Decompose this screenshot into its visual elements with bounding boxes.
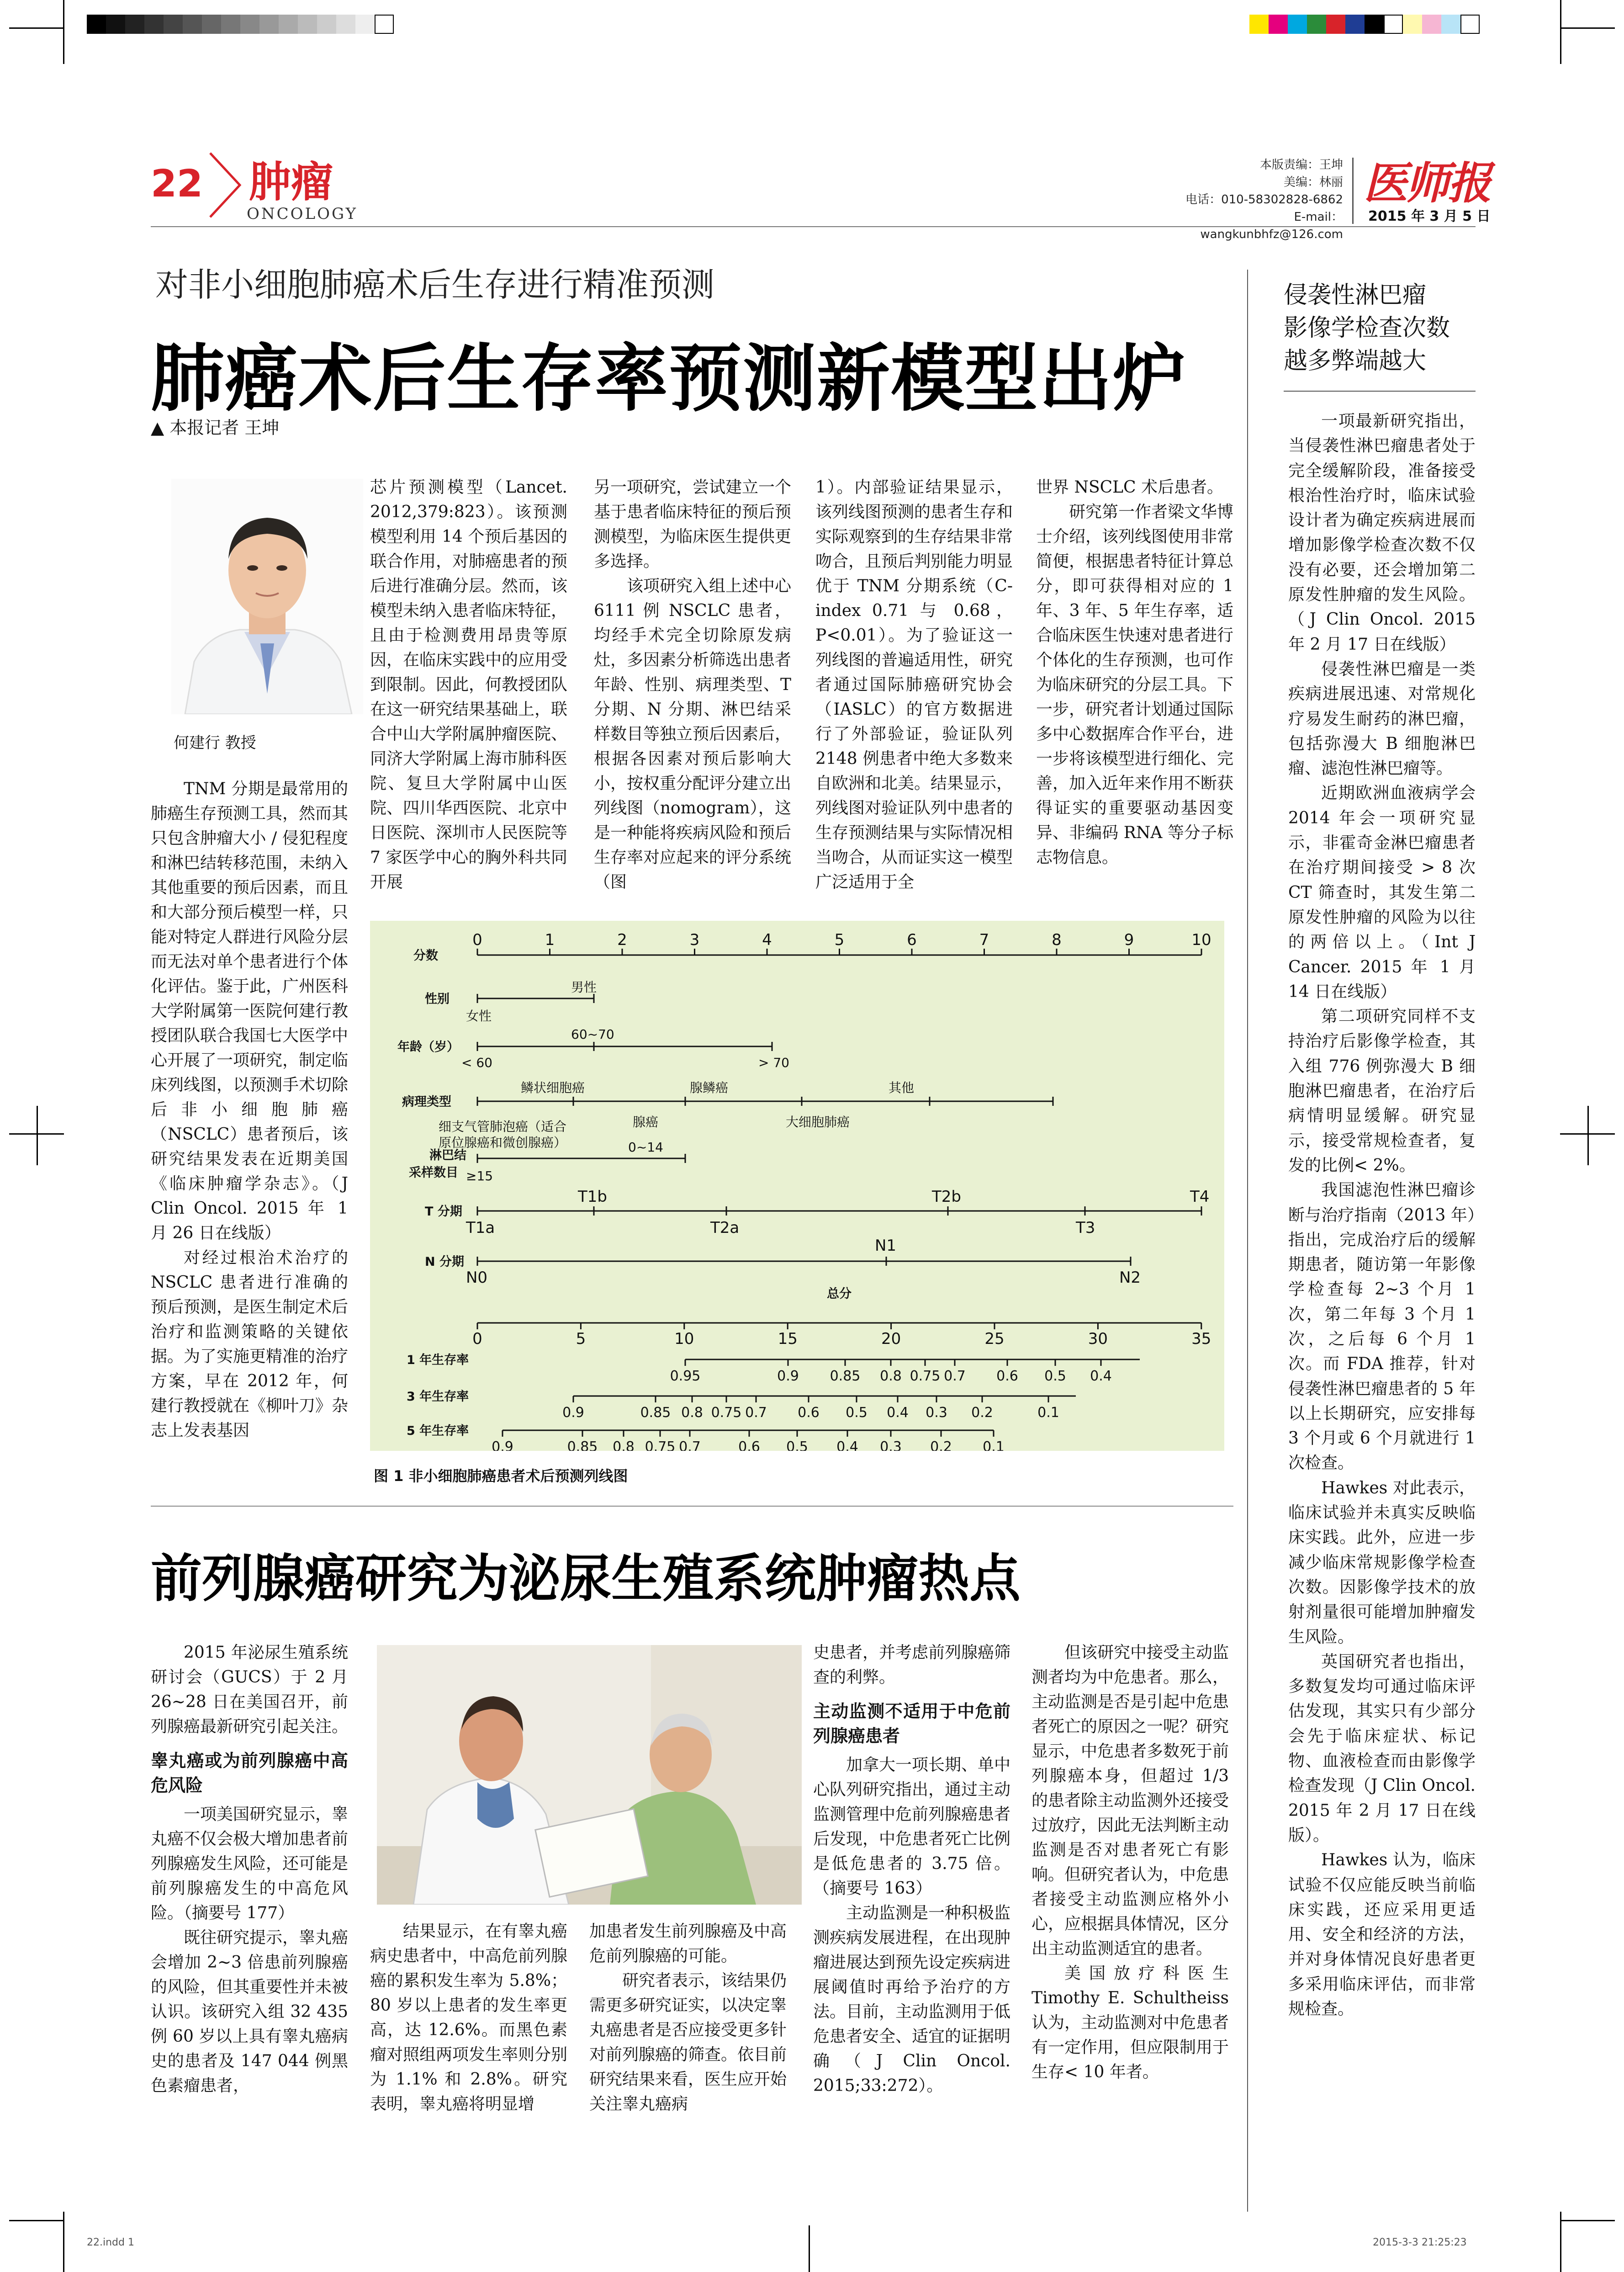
- label-n2: N2: [1119, 1269, 1141, 1287]
- total-axis-tick-label: 35: [1191, 1330, 1211, 1348]
- article1-column-1: [151, 777, 348, 1443]
- total-axis-tick-label: 15: [778, 1330, 798, 1348]
- label-age-mid: 60~70: [571, 1027, 614, 1042]
- surv3-axis-tick-label: 0.85: [640, 1405, 671, 1421]
- points-axis-tick-label: 10: [1191, 931, 1211, 949]
- crop-mark: [9, 2220, 64, 2221]
- paragraph: 但该研究中接受主动监测者均为中危患者。那么，主动监测是否是引起中危患者死亡的原因之一呢？研究显示，中危患者多数死于前列腺癌本身，但超过 1/3 的患者除主动监测外还接受过放疗，因此无法判断主动监测是否对患者死亡有影响。但研究者认为，中危患者接受主动监测应格外小心，应根据具体情况，区分出主动监测适宜的患者。: [1032, 1643, 1229, 1958]
- crop-mark: [37, 1106, 38, 1165]
- surv3-axis-tick-label: 0.7: [745, 1405, 767, 1421]
- article2-column-4: [813, 1640, 1010, 2098]
- nomogram-figure: [370, 921, 1224, 1451]
- axis-label-age: 年龄（岁）: [397, 1040, 459, 1054]
- article-title: 肺癌术后生存率预测新模型出炉: [151, 336, 1187, 421]
- sidebar-divider: [1247, 270, 1248, 2212]
- article1-column-2: [370, 475, 567, 895]
- points-axis-tick-label: 0: [472, 931, 482, 949]
- paragraph: 既往研究提示，睾丸癌会增加 2~3 倍患前列腺癌的风险，但其重要性并未被认识。该研究入组 32 435 例 60 岁以上具有睾丸癌病史的患者及 147 044 例黑色素瘤患者，: [151, 1928, 349, 2095]
- axis-label-pathology: 病理类型: [402, 1095, 451, 1109]
- paragraph: TNM 分期是最常用的肺癌生存预测工具，然而其只包含肿瘤大小 / 侵犯程度和淋巴结转移范围，未纳入其他重要的预后因素，而且和大部分预后模型一样，只能对特定人群进行风险分层而无法对单个患者进行个体化评估。鉴于此，广州医科大学附属第一医院何建行教授团队联合我国七大医学中心开展了一项研究，制定临床列线图，以预测手术切除后非小细胞肺癌（NSCLC）患者预后，该研究结果发表在近期美国《临床肿瘤学杂志》。（J Clin Oncol. 2015 年 1 月 26 日在线版）: [151, 780, 349, 1242]
- surv5-axis-tick-label: 0.6: [738, 1439, 760, 1451]
- footer-file: 22.indd 1: [87, 2237, 134, 2248]
- label-t1a: T1a: [466, 1219, 495, 1237]
- paragraph: 研究者表示，该结果仍需更多研究证实，以决定睾丸癌患者是否应接受更多针对前列腺癌的筛查。依目前研究结果来看，医生应开始关注睾丸癌病: [589, 1971, 787, 2113]
- axis-label-ln-2: 采样数目: [409, 1166, 458, 1180]
- axis-label-surv5: 5 年生存率: [407, 1424, 469, 1438]
- paragraph: 加患者发生前列腺癌及中高危前列腺癌的可能。: [589, 1922, 787, 1965]
- doctor-patient-photo: [377, 1645, 802, 1905]
- page-number: 22: [151, 162, 203, 206]
- paragraph: 一项美国研究显示，睾丸癌不仅会极大增加患者前列腺癌发生风险，还可能是前列腺癌发生的中高危风险。（摘要号 177）: [151, 1805, 349, 1922]
- label-n0: N0: [466, 1269, 488, 1287]
- crop-mark: [1560, 27, 1615, 29]
- label-adeno: 腺癌: [633, 1115, 659, 1130]
- label-squamous: 鳞状细胞癌: [521, 1080, 585, 1095]
- surv1-axis-tick-label: 0.7: [944, 1368, 966, 1384]
- surv3-axis-tick-label: 0.8: [681, 1405, 703, 1421]
- surv5-axis-tick-label: 0.4: [836, 1439, 858, 1451]
- footer-timestamp: 2015-3-3 21:25:23: [1373, 2237, 1467, 2248]
- sidebar-title-line: 影像学检查次数: [1284, 314, 1450, 342]
- surv3-axis-tick-label: 0.6: [798, 1405, 820, 1421]
- figure-caption: 图 1 非小细胞肺癌患者术后预测列线图: [374, 1467, 628, 1485]
- sidebar-title: [1284, 279, 1450, 377]
- surv5-axis-tick-label: 0.8: [613, 1439, 635, 1451]
- paragraph: Hawkes 对此表示，临床试验并未真实反映临床实践。此外，应进一步减少临床常规影像学检查次数。因影像学技术的放射剂量很可能增加肿瘤发生风险。: [1288, 1478, 1476, 1646]
- label-large-cell: 大细胞肺癌: [786, 1115, 850, 1130]
- photo-caption: 何建行 教授: [174, 734, 256, 752]
- label-bac-1: 细支气管肺泡癌（适合: [439, 1119, 567, 1134]
- surv1-axis-tick-label: 0.8: [880, 1368, 902, 1384]
- surv3-axis-tick-label: 0.2: [971, 1405, 993, 1421]
- article2-column-2: [370, 1919, 567, 2117]
- sidebar-title-line: 越多弊端越大: [1284, 347, 1427, 375]
- email-address: E-mail：wangkunbhfz@126.com: [1200, 210, 1343, 241]
- axis-label-ln-1: 淋巴结: [429, 1148, 466, 1163]
- points-axis-tick-label: 6: [907, 931, 917, 949]
- surv1-axis-tick-label: 0.9: [777, 1368, 799, 1384]
- surv1-axis-tick-label: 0.4: [1090, 1368, 1112, 1384]
- section-subtitle: ONCOLOGY: [247, 205, 358, 223]
- points-axis-tick-label: 8: [1052, 931, 1062, 949]
- paragraph: 近期欧洲血液病学会 2014 年会一项研究显示，非霍奇金淋巴瘤患者在治疗期间接受 > 8 次 CT 筛查时，其发生第二原发性肿瘤的风险为以往的两倍以上。（Int J Cancer. 2015 年 1 月 14 日在线版）: [1288, 784, 1476, 1001]
- paragraph: 芯片预测模型（Lancet. 2012,379:823）。该预测模型利用 14 个预后基因的联合作用，对肺癌患者的预后进行准确分层。然而，该模型未纳入患者临床特征，且由于检测费用昂贵等原因，在临床实践中的应用受到限制。因此，何教授团队在这一研究结果基础上，联合中山大学附属肿瘤医院、同济大学附属上海市肺科医院、复旦大学附属中山医院、四川华西医院、北京中日医院、深圳市人民医院等 7 家医学中心的胸外科共同开展: [370, 478, 568, 892]
- surv3-axis-tick-label: 0.75: [711, 1405, 742, 1421]
- crop-mark: [1587, 1106, 1589, 1165]
- surv1-axis-tick-label: 0.85: [830, 1368, 861, 1384]
- paragraph: 史患者，并考虑前列腺癌筛查的利弊。: [813, 1643, 1011, 1687]
- points-axis-tick-label: 3: [689, 931, 700, 949]
- paragraph: 第二项研究同样不支持治疗后影像学检查，其入组 776 例弥漫大 B 细胞淋巴瘤患者，在治疗后病情明显缓解。研究显示，接受常规检查者，复发的比例< 2%。: [1288, 1007, 1476, 1175]
- total-axis-tick-label: 0: [472, 1330, 482, 1348]
- masthead-logo: 医师报: [1364, 157, 1490, 209]
- label-t2b: T2b: [932, 1188, 961, 1206]
- points-axis-tick-label: 5: [834, 931, 845, 949]
- paragraph: 世界 NSCLC 术后患者。: [1036, 478, 1224, 497]
- article2-column-3: [589, 1919, 787, 2117]
- surv5-axis-tick-label: 0.9: [492, 1439, 513, 1451]
- surv1-axis-tick-label: 0.5: [1044, 1368, 1066, 1384]
- sidebar-title-rule: [1284, 391, 1476, 392]
- surv1-axis-tick-label: 0.75: [910, 1368, 941, 1384]
- axis-label-surv1: 1 年生存率: [407, 1353, 469, 1367]
- total-axis-tick-label: 30: [1088, 1330, 1108, 1348]
- paragraph: 英国研究者也指出，多数复发均可通过临床评估发现，其实只有少部分会先于临床症状、标记物、血液检查而由影像学检查发现（J Clin Oncol. 2015 年 2 月 17 日在线版）。: [1288, 1652, 1476, 1845]
- label-t2a: T2a: [710, 1219, 740, 1237]
- subheading: 主动监测不适用于中危前列腺癌患者: [813, 1701, 1010, 1746]
- label-age-high: > 70: [758, 1055, 789, 1070]
- label-ln-high: ≥15: [466, 1168, 493, 1184]
- chevron-icon: [208, 151, 244, 219]
- paragraph: 侵袭性淋巴瘤是一类疾病进展迅速、对常规化疗易发生耐药的淋巴瘤，包括弥漫大 B 细胞淋巴瘤、滤泡性淋巴瘤等。: [1288, 659, 1476, 778]
- paragraph: 另一项研究，尝试建立一个基于患者临床特征的预后预测模型，为临床医生提供更多选择。: [594, 478, 792, 571]
- surv1-axis-tick-label: 0.6: [996, 1368, 1018, 1384]
- axis-label-points: 分数: [413, 949, 438, 963]
- axis-label-t: T 分期: [425, 1205, 462, 1219]
- label-n1: N1: [875, 1237, 897, 1255]
- surv3-axis-tick-label: 0.4: [887, 1405, 909, 1421]
- points-axis-tick-label: 2: [617, 931, 627, 949]
- label-female: 女性: [466, 1009, 492, 1024]
- axis-label-total: 总分: [827, 1287, 852, 1301]
- section-title: 肿瘤: [249, 158, 333, 207]
- surv5-axis-tick-label: 0.5: [786, 1439, 808, 1451]
- axis-label-surv3: 3 年生存率: [407, 1390, 469, 1404]
- crop-mark: [809, 2225, 810, 2272]
- sidebar-title-line: 侵袭性淋巴瘤: [1284, 281, 1427, 309]
- paragraph: 加拿大一项长期、单中心队列研究指出，通过主动监测管理中危前列腺癌患者后发现，中危患者死亡比例是低危患者的 3.75 倍。（摘要号 163）: [813, 1756, 1011, 1898]
- label-ln-low: 0~14: [628, 1140, 663, 1155]
- paragraph: Hawkes 认为，临床试验不仅应能反映当前临床实践，还应采用更适用、安全和经济的方法，并对身体情况良好患者更多采用临床评估，而非常规检查。: [1288, 1851, 1476, 2018]
- subheading: 睾丸癌或为前列腺癌中高危风险: [151, 1751, 348, 1795]
- registration-bar-right: [1249, 15, 1480, 34]
- article2-column-5: [1032, 1640, 1229, 2085]
- portrait-photo: [171, 479, 363, 714]
- paragraph: 2015 年泌尿生殖系统研讨会（GUCS）于 2 月 26~28 日在美国召开，前列腺癌最新研究引起关注。: [151, 1643, 349, 1736]
- editor-info: [1169, 156, 1343, 243]
- article-kicker: 对非小细胞肺癌术后生存进行精准预测: [155, 265, 715, 304]
- label-t4: T4: [1190, 1188, 1210, 1206]
- surv3-axis-tick-label: 0.5: [846, 1405, 868, 1421]
- points-axis-tick-label: 9: [1124, 931, 1134, 949]
- axis-label-n: N 分期: [425, 1255, 464, 1269]
- surv5-axis-tick-label: 0.1: [983, 1439, 1005, 1451]
- surv5-axis-tick-label: 0.85: [567, 1439, 598, 1451]
- paragraph: 美国放疗科医生 Timothy E. Schultheiss 认为，主动监测对中危患者有一定作用，但应限制用于生存< 10 年者。: [1032, 1964, 1229, 2081]
- surv3-axis-tick-label: 0.3: [926, 1405, 947, 1421]
- total-axis-tick-label: 10: [674, 1330, 694, 1348]
- label-male: 男性: [571, 980, 597, 995]
- paragraph: 主动监测是一种积极监测疾病发展进程，在出现肿瘤进展达到预先设定疾病进展阈值时再给予治疗的方法。目前，主动监测用于低危患者安全、适宜的证据明确（J Clin Oncol. 2015;33:272）。: [813, 1904, 1011, 2095]
- crop-mark: [9, 27, 64, 29]
- byline: ▲ 本报记者 王坤: [151, 418, 280, 438]
- paragraph: 研究第一作者梁文华博士介绍，该列线图使用非常简便，根据患者特征计算总分，即可获得相对应的 1 年、3 年、5 年生存率，适合临床医生快速对患者进行个体化的生存预测，也可作为临床研究的分层工具。下一步，研究者计划通过国际多中心数据库合作平台，进一步将该模型进行细化、完善，加入近年来作用不断获得证实的重要驱动基因变异、非编码 RNA 等分子标志物信息。: [1036, 503, 1234, 867]
- points-axis-tick-label: 4: [762, 931, 772, 949]
- surv5-axis-tick-label: 0.75: [645, 1439, 676, 1451]
- points-axis-tick-label: 7: [979, 931, 989, 949]
- label-t1b: T1b: [578, 1188, 607, 1206]
- article-separator: [151, 1506, 1233, 1507]
- paragraph: 一项最新研究指出，当侵袭性淋巴瘤患者处于完全缓解阶段，准备接受根治性治疗时，临床试验设计者为确定疾病进展而增加影像学检查次数不仅没有必要，还会增加第二原发性肿瘤的发生风险。（J Clin Oncol. 2015 年 2 月 17 日在线版）: [1288, 412, 1476, 654]
- surv1-axis-tick-label: 0.95: [670, 1368, 701, 1384]
- header-rule: [151, 226, 1476, 227]
- article1-column-4: [815, 475, 1013, 895]
- sidebar-column: [1288, 409, 1476, 2022]
- label-age-low: < 60: [461, 1055, 492, 1070]
- label-t3: T3: [1076, 1219, 1095, 1237]
- label-other: 其他: [889, 1080, 915, 1095]
- total-axis-tick-label: 20: [881, 1330, 901, 1348]
- total-axis-tick-label: 5: [576, 1330, 586, 1348]
- surv3-axis-tick-label: 0.9: [562, 1405, 584, 1421]
- total-axis-tick-label: 25: [984, 1330, 1005, 1348]
- paragraph: 我国滤泡性淋巴瘤诊断与治疗指南（2013 年）指出，完成治疗后的缓解期患者，随访第一年影像学检查每 2~3 个月 1 次，第二年每 3 个月 1 次，之后每 6 个月 1 次。而 FDA 推荐，针对侵袭性淋巴瘤患者的 5 年以上长期研究，应安排每 3 个月或 6 个月就进行 1 次检查。: [1288, 1181, 1476, 1473]
- surv3-axis-tick-label: 0.1: [1037, 1405, 1059, 1421]
- crop-mark: [63, 2212, 64, 2272]
- crop-mark: [1560, 2212, 1561, 2272]
- surv5-axis-tick-label: 0.2: [930, 1439, 952, 1451]
- crop-mark: [1560, 0, 1561, 64]
- crop-mark: [63, 0, 64, 64]
- surv5-axis-tick-label: 0.7: [679, 1439, 701, 1451]
- paragraph: 1）。内部验证结果显示，该列线图预测的患者生存和实际观察到的生存结果非常吻合，且预后判别能力明显优于 TNM 分期系统（C-index 0.71 与 0.68，P<0.01）。为了验证这一列线图的普遍适用性，研究者通过国际肺癌研究协会（IASLC）的官方数据进行了外部验证，验证队列 2148 例患者中绝大多数来自欧洲和北美。结果显示，列线图对验证队列中患者的生存预测结果与实际情况相当吻合，从而证实这一模型广泛适用于全: [815, 478, 1013, 892]
- article1-column-5: [1036, 475, 1233, 870]
- editor-name: 本版责编：王坤: [1259, 158, 1343, 172]
- article2-column-1: [151, 1640, 348, 2098]
- label-adenosquamous: 腺鳞癌: [690, 1080, 729, 1095]
- registration-bar-left: [87, 15, 394, 34]
- points-axis-tick-label: 1: [545, 931, 555, 949]
- crop-mark: [1560, 2220, 1615, 2221]
- paragraph: 该项研究入组上述中心 6111 例 NSCLC 患者，均经手术完全切除原发病灶，多因素分析筛选出患者年龄、性别、病理类型、T 分期、N 分期、淋巴结采样数目等独立预后因素后，根据各因素对预后影响大小，按权重分配评分建立出列线图（nomogram），这是一种能将疾病风险和预后生存率对应起来的评分系统（图: [594, 577, 792, 892]
- header-divider: [1352, 158, 1354, 224]
- article2-title: 前列腺癌研究为泌尿生殖系统肿瘤热点: [151, 1549, 1021, 1608]
- article1-column-3: [594, 475, 791, 895]
- surv5-axis-tick-label: 0.3: [880, 1439, 902, 1451]
- label-bac-2: 原位腺癌和微创腺癌）: [439, 1135, 567, 1150]
- paragraph: 结果显示，在有睾丸癌病史患者中，中高危前列腺癌的累积发生率为 5.8%；80 岁以上患者的发生率更高，达 12.6%。而黑色素瘤对照组两项发生率则分别为 1.1% 和 2.8%。研究表明，睾丸癌将明显增: [370, 1922, 568, 2113]
- issue-date: 2015 年 3 月 5 日: [1368, 208, 1491, 224]
- phone-number: 电话：010-58302828-6862: [1185, 193, 1343, 207]
- paragraph: 对经过根治术治疗的 NSCLC 患者进行准确的预后预测，是医生制定术后治疗和监测策略的关键依据。为了实施更精准的治疗方案，早在 2012 年，何建行教授就在《柳叶刀》杂志上发表基因: [151, 1248, 349, 1440]
- designer-name: 美编：林丽: [1283, 175, 1343, 189]
- axis-label-sex: 性别: [425, 992, 450, 1006]
